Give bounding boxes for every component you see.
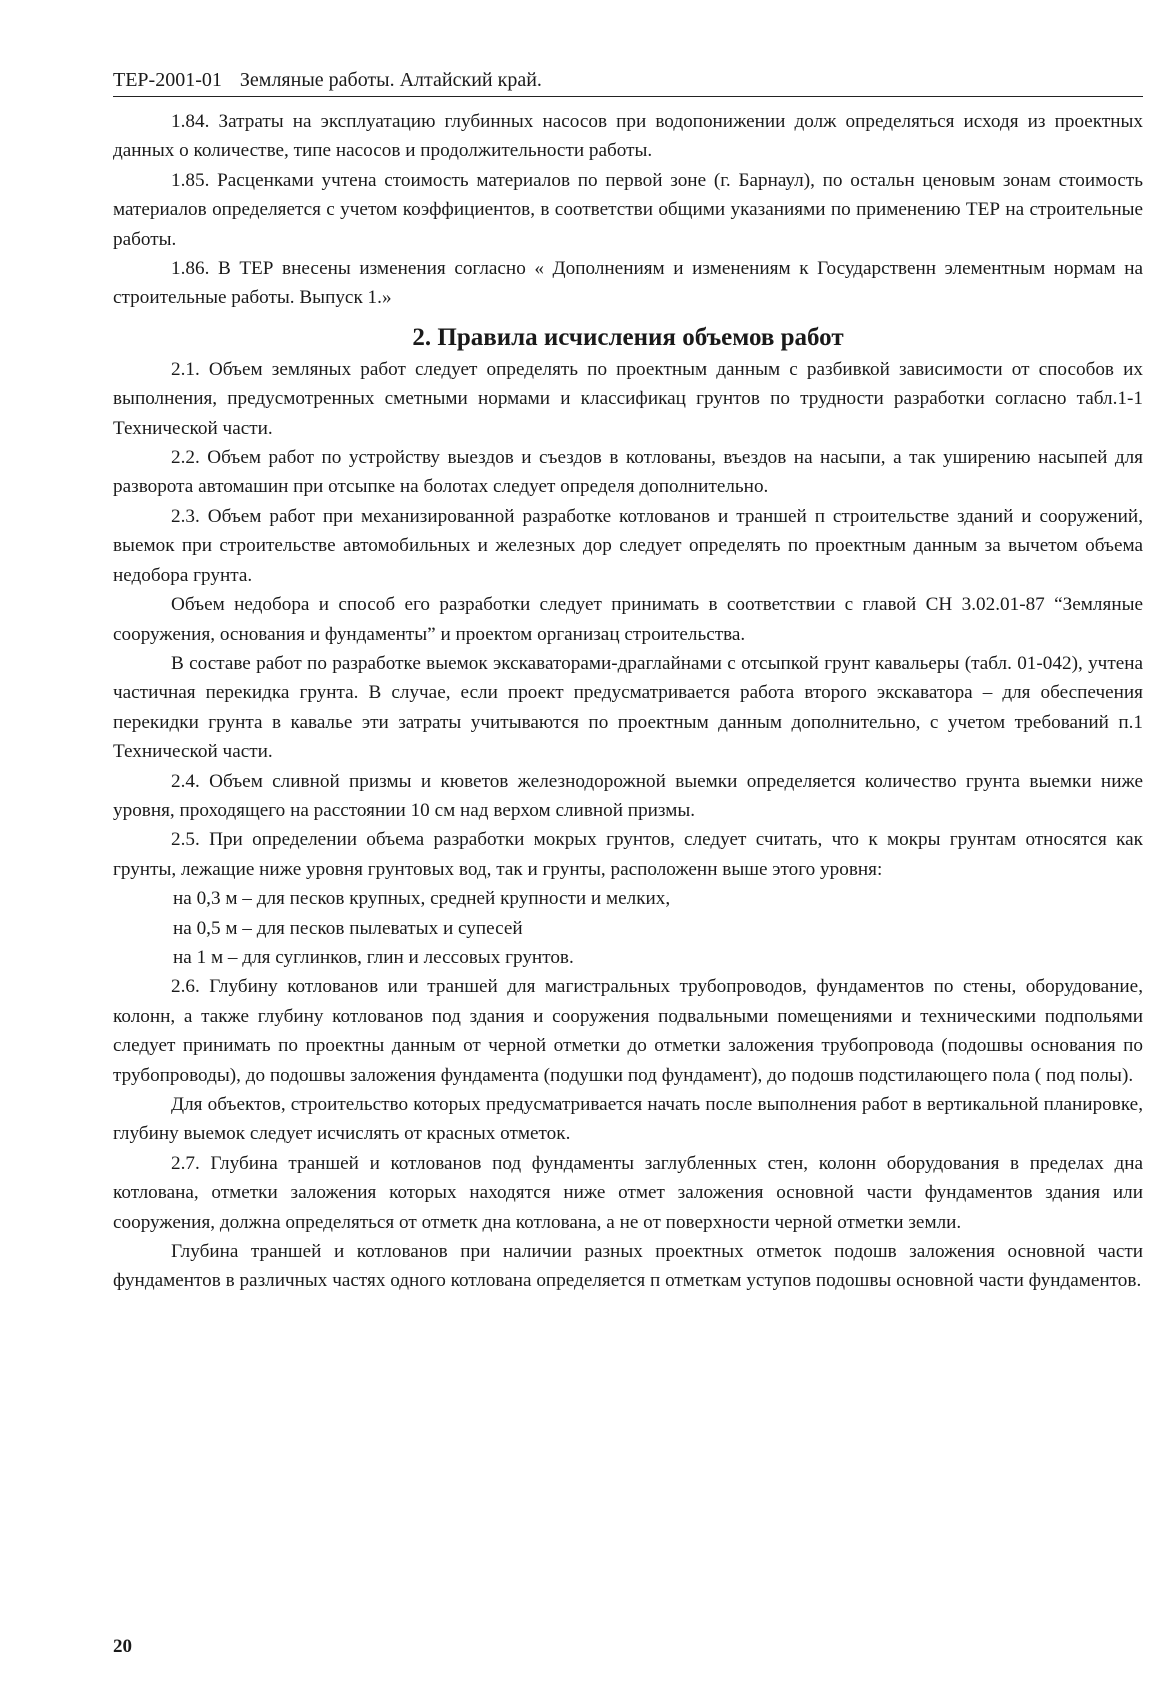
list-item: на 1 м – для суглинков, глин и лессовых грунтов. bbox=[173, 946, 574, 968]
paragraph-1-85: 1.85. Расценками учтена стоимость материалов по первой зоне (г. Барнаул), по остальн ценовым зонам стоимость материалов определяется с учетом коэффициентов, в соответстви общими указаниями по применению ТЕР на строительные работы. bbox=[113, 169, 1143, 250]
paragraph-2-2: 2.2. Объем работ по устройству выездов и съездов в котлованы, въездов на насыпи, а так уширению насыпей для разворота автомашин при отсыпке на болотах следует определя дополнительно. bbox=[113, 447, 1143, 498]
paragraph-2-7-depth: Глубина траншей и котлованов при наличии разных проектных отметок подошв заложения основной части фундаментов в различных частях одного котлована определяется п отметкам уступов подошвы основной части фундаментов. bbox=[113, 1241, 1143, 1292]
paragraph-2-5: 2.5. При определении объема разработки мокрых грунтов, следует считать, что к мокры грунтам относятся как грунты, лежащие ниже уровня грунтовых вод, так и грунты, расположенн выше этого уровня: bbox=[113, 829, 1143, 880]
paragraph-2-3: 2.3. Объем работ при механизированной разработке котлованов и траншей п строительстве зданий и сооружений, выемок при строительстве автомобильных и железных дор следует определять по проектным данным за вычетом объема недобора грунта. bbox=[113, 505, 1143, 586]
paragraph-1-86: 1.86. В ТЕР внесены изменения согласно « Дополнениям и изменениям к Государственн элементным нормам на строительные работы. Выпуск 1.» bbox=[113, 258, 1143, 309]
section-title: 2. Правила исчисления объемов работ bbox=[412, 323, 844, 351]
header-title: Земляные работы. Алтайский край. bbox=[239, 69, 542, 91]
paragraph-2-4: 2.4. Объем сливной призмы и кюветов железнодорожной выемки определяется количество грунта выемки ниже уровня, проходящего на расстоянии 10 см над верхом сливной призмы. bbox=[113, 770, 1143, 821]
page-number: 20 bbox=[113, 1636, 132, 1657]
paragraph-2-3-nedobor: Объем недобора и способ его разработки следует принимать в соответствии с главой СН 3.02.01-87 “Земляные сооружения, основания и фундаменты” и проектом организац строительства. bbox=[113, 594, 1143, 645]
paragraph-1-84: 1.84. Затраты на эксплуатацию глубинных насосов при водопонижении долж определяться исходя из проектных данных о количестве, типе насосов и продолжительности работы. bbox=[113, 111, 1143, 162]
running-header bbox=[113, 68, 1143, 97]
document-body bbox=[113, 107, 1143, 1296]
paragraph-2-7: 2.7. Глубина траншей и котлованов под фундаменты заглубленных стен, колонн оборудования в пределах дна котлована, отметки заложения которых находятся ниже отмет заложения основной части фундаментов здания или сооружения, должна определяться от отметк дна котлована, а не от поверхности черной отметки земли. bbox=[113, 1152, 1143, 1233]
header-code: ТЕР-2001-01 bbox=[113, 69, 222, 91]
paragraph-2-3-dragline: В составе работ по разработке выемок экскаваторами-драглайнами с отсыпкой грунт кавальеры (табл. 01-042), учтена частичная перекидка грунта. В случае, если проект предусматривается работа второго экскаватора – для обеспечения перекидки грунта в кавалье эти затраты учитываются по проектным данным дополнительно, с учетом требований п.1 Технической части. bbox=[113, 652, 1143, 763]
paragraph-2-6-red-marks: Для объектов, строительство которых предусматривается начать после выполнения работ в вертикальной планировке, глубину выемок следует исчислять от красных отметок. bbox=[113, 1094, 1143, 1145]
paragraph-2-1: 2.1. Объем земляных работ следует определять по проектным данным с разбивкой зависимости от способов их выполнения, предусмотренных сметными нормами и классификац грунтов по трудности разработки согласно табл.1-1 Технической части. bbox=[113, 358, 1143, 439]
list-item: на 0,5 м – для песков пылеватых и супесей bbox=[173, 917, 523, 939]
list-item: на 0,3 м – для песков крупных, средней крупности и мелких, bbox=[173, 888, 671, 910]
paragraph-2-6: 2.6. Глубину котлованов или траншей для магистральных трубопроводов, фундаментов по стены, оборудование, колонн, а также глубину котлованов под здания и сооружения подвальными помещениями и техническими подпольями следует принимать по проектны данным от черной отметки до отметки заложения трубопровода (подошвы основания по трубопроводы), до подошвы заложения фундамента (подушки под фундамент), до подошв подстилающего пола ( под полы). bbox=[113, 976, 1143, 1086]
